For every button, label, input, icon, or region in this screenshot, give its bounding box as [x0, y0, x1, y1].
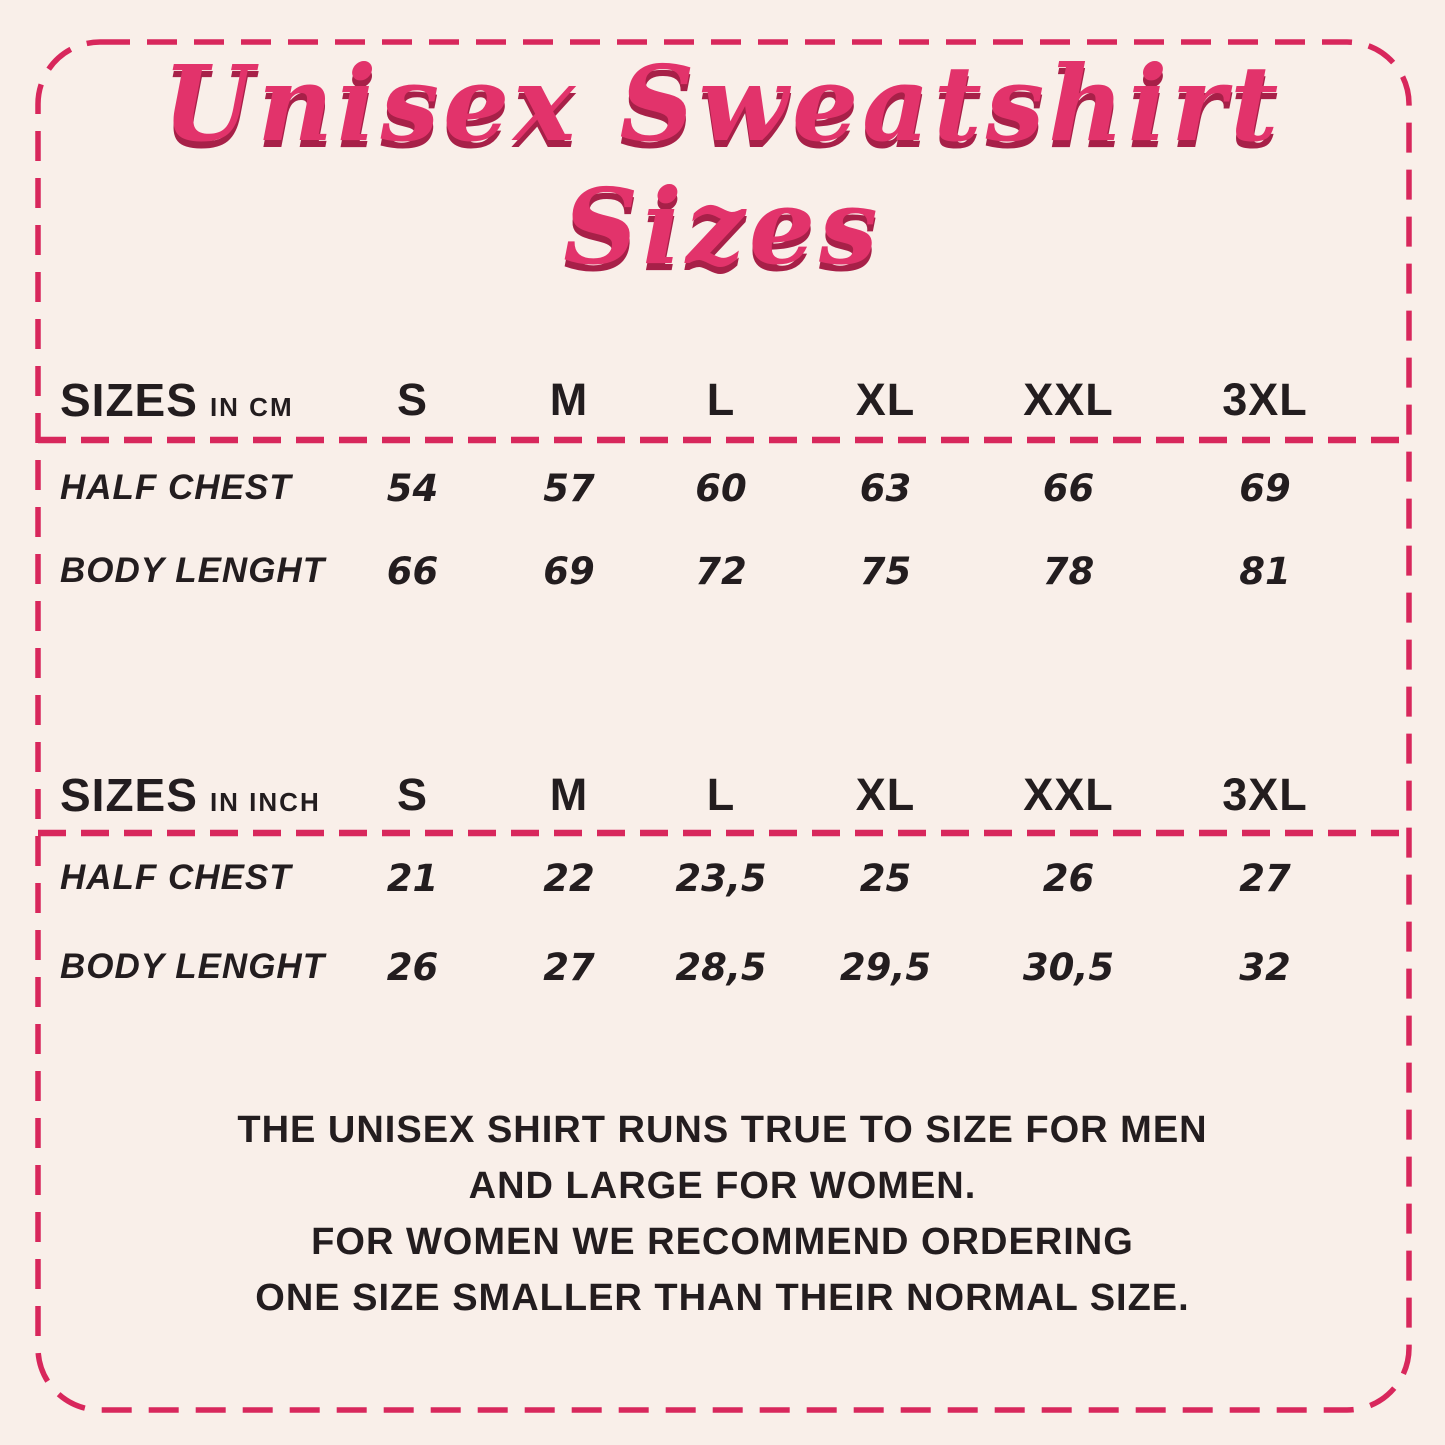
cell-value: 32 — [1239, 945, 1291, 989]
size-column-header-xxl: XXL — [1023, 769, 1114, 820]
cell-value: 69 — [1239, 466, 1291, 510]
table-cm-body-length-row — [60, 543, 1400, 599]
fit-note — [0, 1102, 1445, 1326]
size-column-header-xxl: XXL — [1023, 374, 1114, 425]
cell-value: 72 — [695, 549, 747, 593]
cell-value: 66 — [386, 549, 439, 593]
table-inch-body-length-row — [60, 939, 1400, 995]
table-cm-half-chest-row — [60, 460, 1400, 516]
row-label-half-chest: HALF CHEST — [60, 858, 292, 897]
size-column-header-3xl: 3XL — [1222, 374, 1308, 425]
cell-value: 26 — [1042, 856, 1095, 900]
size-column-header-s: S — [396, 769, 428, 820]
cell-value: 27 — [543, 945, 595, 989]
cell-value: 21 — [386, 856, 439, 900]
size-column-header-3xl: 3XL — [1222, 769, 1308, 820]
size-column-header-l: L — [706, 374, 736, 425]
cell-value: 29,5 — [839, 945, 932, 989]
cell-value: 78 — [1042, 549, 1095, 593]
fit-note-line: ONE SIZE SMALLER THAN THEIR NORMAL SIZE. — [255, 1277, 1190, 1319]
table-cm-unit-label: IN CM — [209, 392, 294, 422]
table-inch-title-label: SIZES — [60, 769, 198, 821]
cell-value: 75 — [859, 549, 912, 593]
table-cm-header-row — [60, 372, 1400, 428]
table-inch-unit-label: IN INCH — [209, 787, 321, 817]
cell-value: 63 — [859, 466, 912, 510]
table-inch-title — [60, 768, 330, 822]
row-label-body-length: BODY LENGHT — [60, 947, 326, 986]
table-inch-half-chest-row — [60, 850, 1400, 906]
size-column-header-xl: XL — [855, 374, 916, 425]
page-title: Unisex Sweatshirt Sizes — [162, 42, 1283, 288]
table-cm-title — [60, 373, 330, 427]
size-column-header-xl: XL — [855, 769, 916, 820]
cell-value: 81 — [1239, 549, 1291, 593]
fit-note-line: AND LARGE FOR WOMEN. — [468, 1165, 977, 1207]
cell-value: 28,5 — [675, 945, 767, 989]
cell-value: 69 — [543, 549, 595, 593]
cell-value: 22 — [543, 856, 595, 900]
size-column-header-s: S — [396, 374, 428, 425]
cell-value: 54 — [386, 466, 439, 510]
cell-value: 60 — [695, 466, 747, 510]
cell-value: 66 — [1042, 466, 1095, 510]
cell-value: 30,5 — [1022, 945, 1115, 989]
cell-value: 27 — [1239, 856, 1291, 900]
row-label-half-chest: HALF CHEST — [60, 468, 292, 507]
cell-value: 23,5 — [675, 856, 767, 900]
fit-note-line: FOR WOMEN WE RECOMMEND ORDERING — [311, 1221, 1134, 1263]
table-inch-header-row — [60, 767, 1400, 823]
cell-value: 57 — [543, 466, 595, 510]
size-column-header-l: L — [706, 769, 736, 820]
size-column-header-m: M — [549, 374, 589, 425]
size-column-header-m: M — [549, 769, 589, 820]
table-cm-title-label: SIZES — [60, 374, 198, 426]
row-label-body-length: BODY LENGHT — [60, 551, 326, 590]
cell-value: 25 — [859, 856, 912, 900]
fit-note-line: THE UNISEX SHIRT RUNS TRUE TO SIZE FOR MEN — [237, 1109, 1208, 1151]
cell-value: 26 — [386, 945, 439, 989]
